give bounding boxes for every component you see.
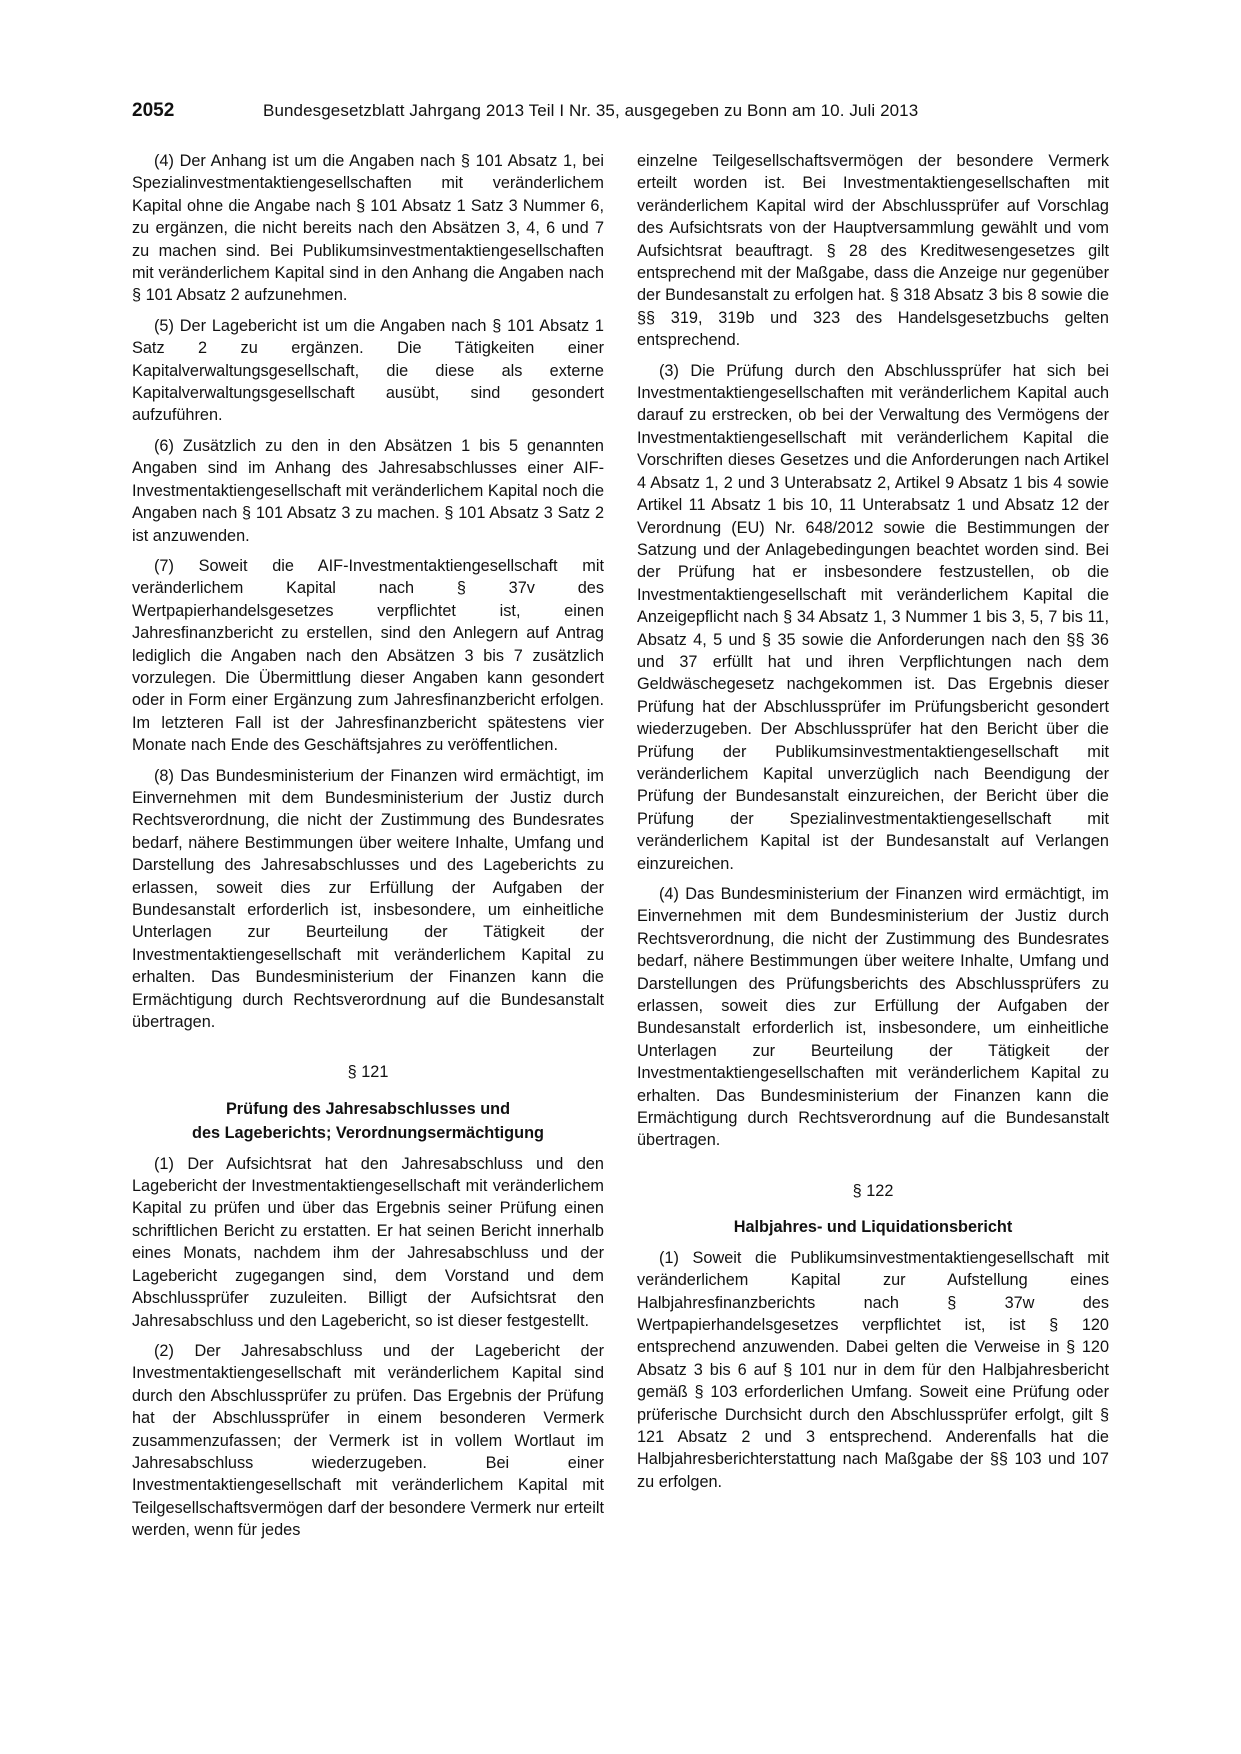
section-122-number: § 122 xyxy=(852,1181,894,1200)
section-122-paragraph-1: (1) Soweit die Publikumsinvestmentaktiengesellschaft mit veränderlichem Kapital zur Aufstellung eines Halbjahresfinanzberichts nach § 37w des Wertpapierhandelsgesetzes verpflichtet ist, ist § 120 entsprechend anzuwenden. Dabei gelten die Verweise in § 120 Absatz 3 bis 6 auf § 101 nur in dem für den Halbjahresbericht gemäß § 103 erforderlichen Umfang. Soweit eine Prüfung oder prüferische Durchsicht durch den Abschlussprüfer erfolgt, gilt § 121 Absatz 2 und 3 entsprechend. Anderenfalls hat die Halbjahresberichterstattung nach Maßgabe der §§ 103 und 107 zu erfolgen. xyxy=(637,1248,1109,1491)
section-121-paragraph-2: (2) Der Jahresabschluss und der Lagebericht der Investmentaktiengesellschaft mit veränderlichem Kapital sind durch den Abschlussprüfer zu prüfen. Das Ergebnis der Prüfung hat der Abschlussprüfer in einem besonderen Vermerk zusammenzufassen; der Vermerk ist in vollem Wortlaut im Jahresabschluss wiederzugeben. Bei einer Investmentaktiengesellschaft mit veränderlichem Kapital mit Teilgesellschaftsvermögen darf der besondere Vermerk nur erteilt werden, wenn für jedes xyxy=(132,1341,604,1540)
section-122-title: Halbjahres- und Liquidationsbericht xyxy=(733,1218,1013,1237)
paragraph-8: (8) Das Bundesministerium der Finanzen wird ermächtigt, im Einvernehmen mit dem Bundesministerium der Justiz durch Rechtsverordnung, die nicht der Zustimmung des Bundesrates bedarf, nähere Bestimmungen über weitere Inhalte, Umfang und Darstellung des Jahresabschlusses und des Lageberichts zu erlassen, soweit dies zur Erfüllung der Aufgaben der Bundesanstalt erforderlich ist, insbesondere, um einheitliche Unterlagen zur Beurteilung der Tätigkeit der Investmentaktiengesellschaft mit veränderlichem Kapital zu erhalten. Das Bundesministerium der Finanzen kann die Ermächtigung durch Rechtsverordnung auf die Bundesanstalt übertragen. xyxy=(132,766,604,1032)
paragraph-6: (6) Zusätzlich zu den in den Absätzen 1 bis 5 genannten Angaben sind im Anhang des Jahresabschlusses einer AIF-Investmentaktiengesellschaft mit veränderlichem Kapital noch die Angaben nach § 101 Absatz 3 zu machen. § 101 Absatz 3 Satz 2 ist anzuwenden. xyxy=(132,436,604,545)
section-121-number: § 121 xyxy=(347,1063,389,1082)
page-number: 2052 xyxy=(132,100,175,121)
section-121-title-line2: des Lageberichts; Verordnungsermächtigung xyxy=(192,1124,544,1143)
section-121-paragraph-1: (1) Der Aufsichtsrat hat den Jahresabschluss und den Lagebericht der Investmentaktiengesellschaft mit veränderlichem Kapital zu prüfen und über das Ergebnis seiner Prüfung einen schriftlichen Bericht zu erstatten. Er hat seinen Bericht innerhalb eines Monats, nachdem ihm der Jahresabschluss und der Lagebericht zugegangen sind, dem Vorstand und dem Abschlussprüfer zuzuleiten. Billigt der Aufsichtsrat den Jahresabschluss und den Lagebericht, so ist dieser festgestellt. xyxy=(132,1154,604,1330)
section-121-heading xyxy=(132,1098,604,1145)
section-121-title-line1: Prüfung des Jahresabschlusses und xyxy=(225,1099,511,1118)
paragraph-4: (4) Der Anhang ist um die Angaben nach § 101 Absatz 1, bei Spezialinvestmentaktiengesellschaften mit veränderlichem Kapital ohne die Angabe nach § 101 Absatz 1 Satz 3 Nummer 6, zu ergänzen, die nicht bereits nach den Absätzen 3, 4, 6 und 7 zu machen sind. Bei Publikumsinvestmentaktiengesellschaften mit veränderlichem Kapital sind in den Anhang die Angaben nach § 101 Absatz 2 aufzunehmen. xyxy=(132,152,604,305)
section-121-paragraph-2-continued: einzelne Teilgesellschaftsvermögen der besondere Vermerk erteilt worden ist. Bei Investmentaktiengesellschaften mit veränderlichem Kapital wird der Abschlussprüfer auf Vorschlag des Aufsichtsrats von der Hauptversammlung gewählt und vom Aufsichtsrat beauftragt. § 28 des Kreditwesengesetzes gilt entsprechend mit der Maßgabe, dass die Anzeige nur gegenüber der Bundesanstalt zu erfolgen hat. § 318 Absatz 3 bis 8 sowie die §§ 319, 319b und 323 des Handelsgesetzbuchs gelten entsprechend. xyxy=(637,152,1109,350)
left-column xyxy=(132,150,604,1550)
page-header xyxy=(132,100,1112,126)
section-122-heading xyxy=(637,1216,1109,1238)
paragraph-5: (5) Der Lagebericht ist um die Angaben nach § 101 Absatz 1 Satz 2 zu ergänzen. Die Tätigkeiten einer Kapitalverwaltungsgesellschaft, die diese als externe Kapitalverwaltungsgesellschaft ausübt, sind gesondert aufzuführen. xyxy=(132,316,604,425)
section-121-paragraph-4: (4) Das Bundesministerium der Finanzen wird ermächtigt, im Einvernehmen mit dem Bundesministerium der Justiz durch Rechtsverordnung, die nicht der Zustimmung des Bundesrates bedarf, nähere Bestimmungen über weitere Inhalte, Umfang und Darstellungen des Prüfungsberichts des Abschlussprüfers zu erlassen, soweit dies zur Erfüllung der Aufgaben der Bundesanstalt erforderlich ist, insbesondere, um einheitliche Unterlagen zur Beurteilung der Tätigkeit der Investmentaktiengesellschaften mit veränderlichem Kapital zu erhalten. Das Bundesministerium der Finanzen kann die Ermächtigung durch Rechtsverordnung auf die Bundesanstalt übertragen. xyxy=(637,885,1109,1150)
section-121-paragraph-3: (3) Die Prüfung durch den Abschlussprüfer hat sich bei Investmentaktiengesellschaften mit veränderlichem Kapital auch darauf zu erstrecken, ob bei der Verwaltung des Vermögens der Investmentaktiengesellschaft mit veränderlichem Kapital die Vorschriften dieses Gesetzes und die Anforderungen nach Artikel 4 Absatz 1, 2 und 3 Unterabsatz 2, Artikel 9 Absatz 1 bis 4 sowie Artikel 11 Absatz 1 bis 10, 11 Unterabsatz 1 und Absatz 12 der Verordnung (EU) Nr. 648/2012 sowie die Bestimmungen der Satzung und der Anlagebedingungen beachtet worden sind. Bei der Prüfung hat er insbesondere festzustellen, ob die Investmentaktiengesellschaft mit veränderlichem Kapital die Anzeigepflicht nach § 34 Absatz 1, 3 Nummer 1 bis 3, 5, 7 bis 11, Absatz 4, 5 und § 35 sowie die Anforderungen nach den §§ 36 und 37 erfüllt hat und ihren Verpflichtungen nach dem Geldwäschegesetz nachgekommen ist. Das Ergebnis dieser Prüfung hat der Abschlussprüfer im Prüfungsbericht gesondert wiederzugeben. Der Abschlussprüfer hat den Bericht über die Prüfung der Publikumsinvestmentaktiengesellschaft mit veränderlichem Kapital unverzüglich nach Beendigung der Prüfung der Bundesanstalt einzureichen, der Bericht über die Prüfung der Spezialinvestmentaktiengesellschaft mit veränderlichem Kapital ist der Bundesanstalt auf Verlangen einzureichen. xyxy=(637,361,1109,873)
paragraph-7: (7) Soweit die AIF-Investmentaktiengesellschaft mit veränderlichem Kapital nach § 37v des Wertpapierhandelsgesetzes verpflichtet ist, einen Jahresfinanzbericht zu erstellen, sind den Anlegern auf Antrag lediglich die Angaben nach den Absätzen 3 bis 7 zusätzlich vorzulegen. Die Übermittlung dieser Angaben kann gesondert oder in Form einer Ergänzung zum Jahresfinanzbericht erfolgen. Im letzteren Fall ist der Jahresfinanzbericht spätestens vier Monate nach Ende des Geschäftsjahres zu veröffentlichen. xyxy=(132,556,604,755)
right-column xyxy=(637,150,1109,1501)
running-head: Bundesgesetzblatt Jahrgang 2013 Teil I Nr. 35, ausgegeben zu Bonn am 10. Juli 2013 xyxy=(263,101,919,120)
